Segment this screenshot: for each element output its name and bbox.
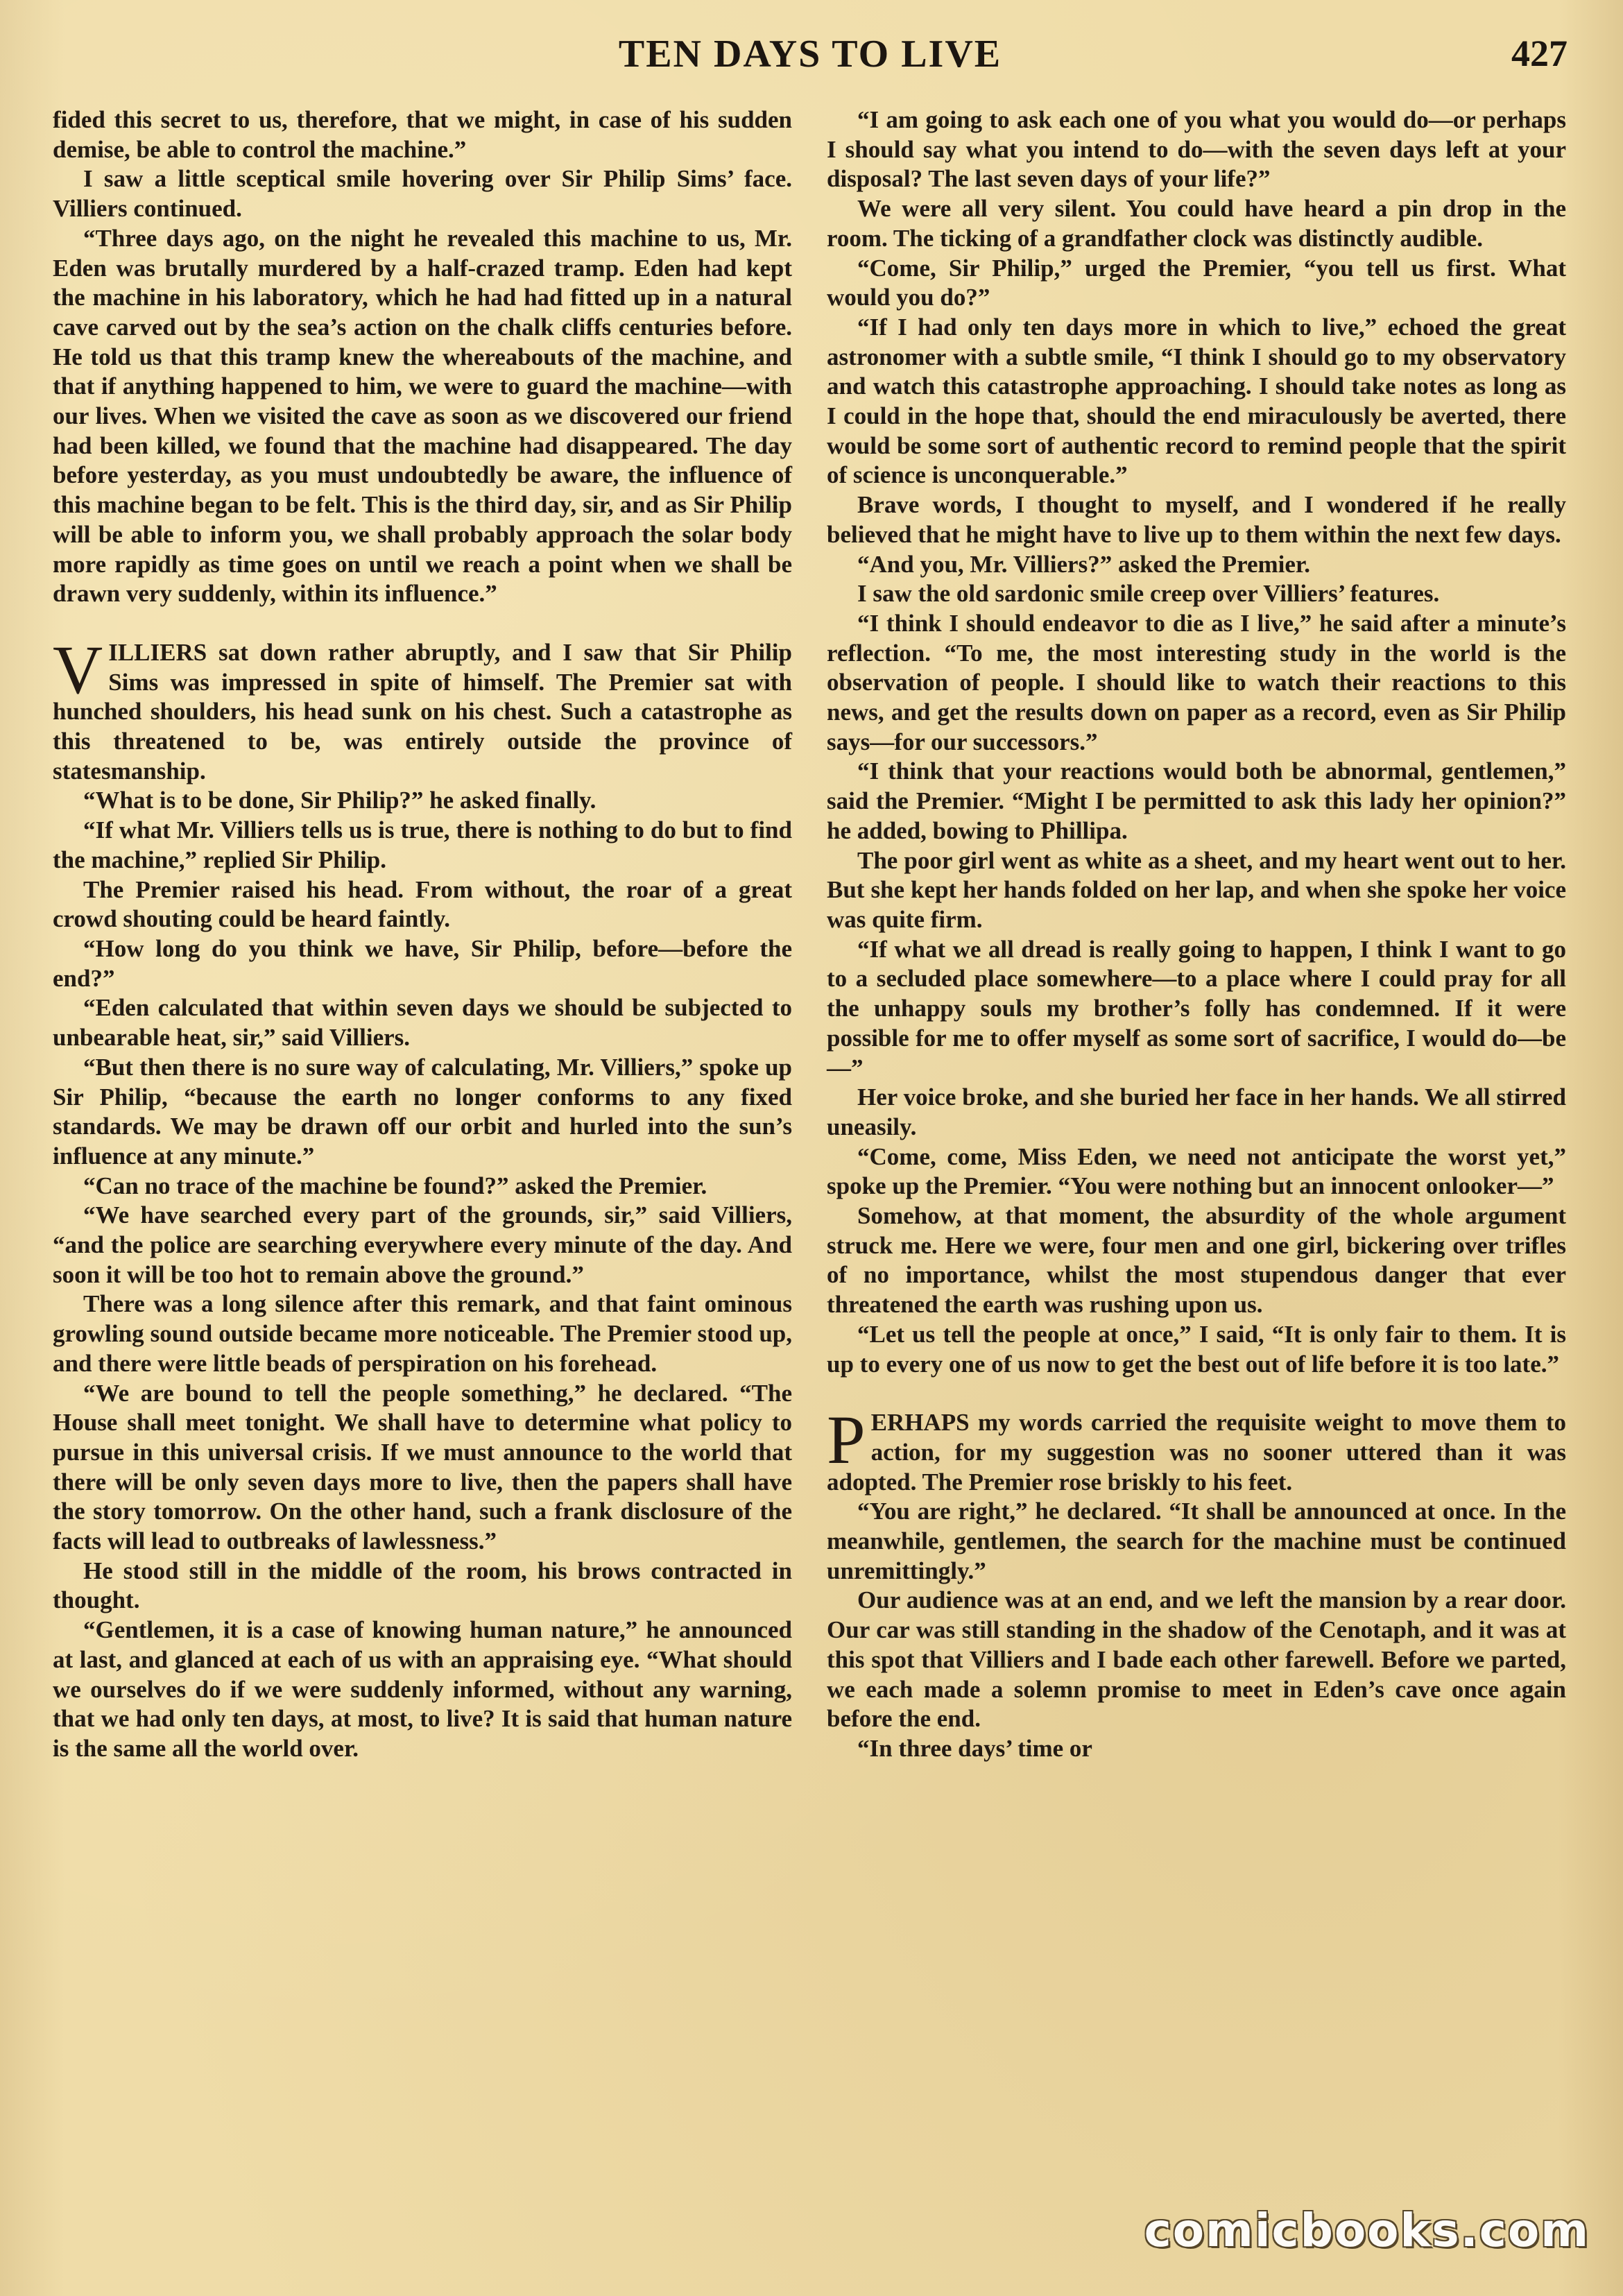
paragraph: “Come, Sir Philip,” urged the Premier, “you tell us first. What would you do?” [827, 254, 1566, 311]
paragraph: “If what we all dread is really going to happen, I think I want to go to a secluded place somewhere—to a place where I could pray for all the unhappy souls my brother’s folly has condemned. If it were possible for me to offer myself as some sort of sacrifice, I would do—be—” [827, 935, 1566, 1081]
paragraph: “You are right,” he declared. “It shall be announced at once. In the meanwhile, gentlemen, the search for the machine must be continued unremittingly.” [827, 1498, 1566, 1584]
running-header [53, 26, 1568, 82]
paragraph: “We have searched every part of the grounds, sir,” said Villiers, “and the police are searching everywhere every minute of the day. And soon it will be too hot to remain above the ground.” [53, 1201, 792, 1288]
paragraph: “I think that your reactions would both be abnormal, gentlemen,” said the Premier. “Might I be permitted to ask this lady her opinion?” he added, bowing to Phillipa. [827, 757, 1566, 844]
paragraph-text: ERHAPS my words carried the requisite weight to move them to action, for my suggestion was no sooner uttered than it was adopted. The Premier rose briskly to his feet. [827, 1409, 1566, 1496]
drop-cap: V [53, 631, 103, 708]
paragraph: “If I had only ten days more in which to live,” echoed the great astronomer with a subtle smile, “I think I should go to my observatory and watch this catastrophe approaching. I should take notes as long as I could in the hope that, should the end miraculously be averted, there would be some sort of authentic record to remind people that the spirit of science is unconquerable.” [827, 313, 1566, 489]
right-column [827, 105, 1566, 1764]
paragraph-text: ILLIERS sat down rather abruptly, and I saw that Sir Philip Sims was impressed in spite of himself. The Premier sat with hunched shoulders, his head sunk on his chest. Such a catastrophe as this threatened to be, was entirely outside the province of statesmanship. [53, 638, 792, 785]
left-column [53, 105, 792, 1764]
paragraph: I saw the old sardonic smile creep over Villiers’ features. [857, 580, 1440, 608]
paragraph: “Gentlemen, it is a case of knowing human nature,” he announced at last, and glanced at each of us with an appraising eye. “What should we ourselves do if we were suddenly informed, without any warning, that we had only ten days, at most, to live? It is said that human nature is the same all the world over. [53, 1616, 792, 1762]
paragraph: Somehow, at that moment, the absurdity of the whole argument struck me. Here we were, four men and one girl, bickering over trifles of no importance, whilst the most stupendous danger that ever threatened the earth was rushing upon us. [827, 1202, 1566, 1319]
paragraph: “And you, Mr. Villiers?” asked the Premier. [857, 550, 1311, 578]
paragraph: He stood still in the middle of the room, his brows contracted in thought. [53, 1557, 792, 1614]
paragraph: “Come, come, Miss Eden, we need not anticipate the worst yet,” spoke up the Premier. “You were nothing but an innocent onlooker—” [827, 1142, 1566, 1200]
paragraph: “What is to be done, Sir Philip?” he asked finally. [83, 787, 596, 814]
paragraph: “We are bound to tell the people something,” he declared. “The House shall meet tonight. We shall have to determine what policy to pursue in this universal crisis. If we must announce to the world that there will be only seven days more to live, then the papers shall have the story tomorrow. On the other hand, such a frank disclosure of the facts will lead to outbreaks of lawlessness.” [53, 1379, 792, 1555]
paragraph: Her voice broke, and she buried her face in her hands. We all stirred uneasily. [827, 1083, 1566, 1140]
paragraph: Brave words, I thought to myself, and I wondered if he really believed that he might have to live up to them within the next few days. [827, 491, 1566, 548]
paragraph: “Eden calculated that within seven days we should be subjected to unbearable heat, sir,” said Villiers. [53, 994, 792, 1052]
paragraph: “I think I should endeavor to die as I live,” he said after a minute’s reflection. “To me, the most interesting study in the world is the observation of people. I should like to watch their reactions to this news, and get the results down on paper as a record, even as Sir Philip says—for our successors.” [827, 609, 1566, 755]
drop-cap: P [827, 1401, 866, 1479]
paragraph: We were all very silent. You could have heard a pin drop in the room. The ticking of a grandfather clock was distinctly audible. [827, 195, 1566, 252]
paragraph: The poor girl went as white as a sheet, and my heart went out to her. But she kept her hands folded on her lap, and when she spoke her voice was quite firm. [827, 846, 1566, 933]
paragraph: “Three days ago, on the night he revealed this machine to us, Mr. Eden was brutally murdered by a half-crazed tramp. Eden had kept the machine in his laboratory, which he had had fitted up in a natural cave carved out by the sea’s action on the chalk cliffs centuries before. He told us that this tramp knew the whereabouts of the machine, and that if anything happened to him, we were to guard the machine—with our lives. When we visited the cave as soon as we discovered our friend had been killed, we found that the machine had disappeared. The day before yesterday, as you must undoubtedly be aware, the influence of this machine began to be felt. This is the third day, sir, and as Sir Philip will be able to inform you, we shall probably approach the solar body more rapidly as time goes on until we reach a point when we shall be drawn very suddenly, within its influence.” [53, 224, 792, 608]
paragraph: “Let us tell the people at once,” I said, “It is only fair to them. It is up to every one of us now to get the best out of life before it is too late.” [827, 1320, 1566, 1378]
paragraph: “If what Mr. Villiers tells us is true, there is nothing to do but to find the machine,” replied Sir Philip. [53, 816, 792, 873]
paragraph: “In three days’ time or [857, 1734, 1092, 1762]
page-title: TEN DAYS TO LIVE [618, 33, 1002, 76]
paragraph: “But then there is no sure way of calculating, Mr. Villiers,” spoke up Sir Philip, “because the earth no longer conforms to any fixed standards. We may be drawn off our orbit and hurled into the sun’s influence at any minute.” [53, 1053, 792, 1170]
section-paragraph [827, 1401, 1566, 1497]
page-number: 427 [1511, 33, 1568, 74]
paragraph: There was a long silence after this remark, and that faint ominous growling sound outside became more noticeable. The Premier stood up, and there were little beads of perspiration on his forehead. [53, 1290, 792, 1377]
watermark: comicbooks.com [1144, 2204, 1590, 2257]
paragraph: “I am going to ask each one of you what you would do—or perhaps I should say what you intend to do—with the seven days left at your disposal? The last seven days of your life?” [827, 106, 1566, 193]
paragraph: fided this secret to us, therefore, that we might, in case of his sudden demise, be able to control the machine.” [53, 106, 792, 163]
paragraph: “Can no trace of the machine be found?” asked the Premier. [83, 1172, 707, 1199]
paragraph: The Premier raised his head. From without, the roar of a great crowd shouting could be heard faintly. [53, 875, 792, 933]
section-paragraph [53, 631, 792, 787]
paragraph: Our audience was at an end, and we left the mansion by a rear door. Our car was still standing in the shadow of the Cenotaph, and it was at this spot that Villiers and I bade each other farewell. Before we parted, we each made a solemn promise to meet in Eden’s cave once again before the end. [827, 1586, 1566, 1733]
paragraph: I saw a little sceptical smile hovering over Sir Philip Sims’ face. Villiers continued. [53, 165, 792, 223]
paragraph: “How long do you think we have, Sir Philip, before—before the end?” [53, 934, 792, 992]
